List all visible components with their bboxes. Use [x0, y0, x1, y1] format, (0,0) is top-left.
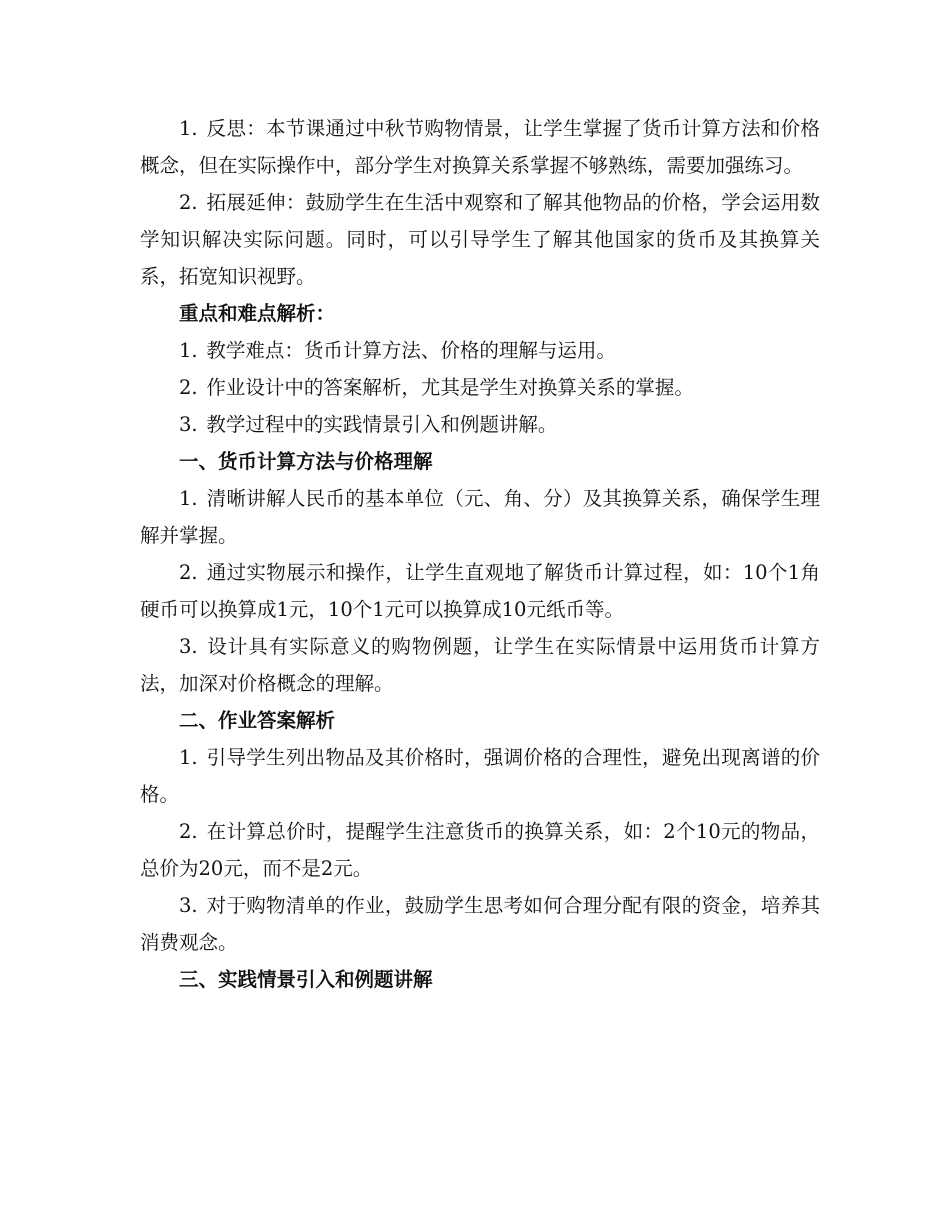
- item-number: 1.: [179, 487, 198, 510]
- section-heading: 重点和难点解析：: [179, 302, 336, 325]
- item-text: 对于购物清单的作业，鼓励学生思考如何合理分配有限的资金，培养其消费观念。: [140, 894, 820, 954]
- list-item: [140, 110, 820, 184]
- list-item: [140, 184, 820, 295]
- item-number: 2.: [179, 376, 198, 399]
- list-item: [140, 813, 820, 887]
- section-heading: 三、实践情景引入和例题讲解: [179, 968, 433, 991]
- item-number: 1.: [179, 746, 198, 769]
- item-text: 清晰讲解人民币的基本单位（元、角、分）及其换算关系，确保学生理解并掌握。: [140, 487, 820, 547]
- item-number: 3.: [179, 635, 198, 658]
- list-item: [140, 739, 820, 813]
- item-text: 作业设计中的答案解析，尤其是学生对换算关系的掌握。: [206, 376, 694, 399]
- item-number: 2.: [179, 820, 198, 843]
- item-number: 2.: [179, 561, 198, 584]
- item-text: 引导学生列出物品及其价格时，强调价格的合理性，避免出现离谱的价格。: [140, 746, 820, 806]
- item-text: 教学难点：货币计算方法、价格的理解与运用。: [206, 339, 616, 362]
- list-item: [140, 332, 820, 369]
- list-item: [140, 406, 820, 443]
- list-item: [140, 480, 820, 554]
- item-text: 通过实物展示和操作，让学生直观地了解货币计算过程，如：10个1角硬币可以换算成1元，10个1元可以换算成10元纸币等。: [140, 561, 820, 621]
- list-item: [140, 887, 820, 961]
- section-heading: 一、货币计算方法与价格理解: [179, 450, 433, 473]
- item-text: 在计算总价时，提醒学生注意货币的换算关系，如：2个10元的物品，总价为20元，而不是2元。: [140, 820, 820, 880]
- list-item: [140, 554, 820, 628]
- section-heading: 二、作业答案解析: [179, 709, 336, 732]
- item-text: 设计具有实际意义的购物例题，让学生在实际情景中运用货币计算方法，加深对价格概念的理解。: [140, 635, 820, 695]
- item-text: 拓展延伸：鼓励学生在生活中观察和了解其他物品的价格，学会运用数学知识解决实际问题。同时，可以引导学生了解其他国家的货币及其换算关系，拓宽知识视野。: [140, 191, 820, 288]
- item-text: 教学过程中的实践情景引入和例题讲解。: [206, 413, 558, 436]
- item-number: 1.: [179, 339, 198, 362]
- item-text: 反思：本节课通过中秋节购物情景，让学生掌握了货币计算方法和价格概念，但在实际操作中，部分学生对换算关系掌握不够熟练，需要加强练习。: [140, 117, 820, 177]
- document-page: [140, 110, 820, 998]
- item-number: 2.: [179, 191, 198, 214]
- item-number: 1.: [179, 117, 198, 140]
- list-item: [140, 628, 820, 702]
- item-number: 3.: [179, 894, 198, 917]
- item-number: 3.: [179, 413, 198, 436]
- list-item: [140, 369, 820, 406]
